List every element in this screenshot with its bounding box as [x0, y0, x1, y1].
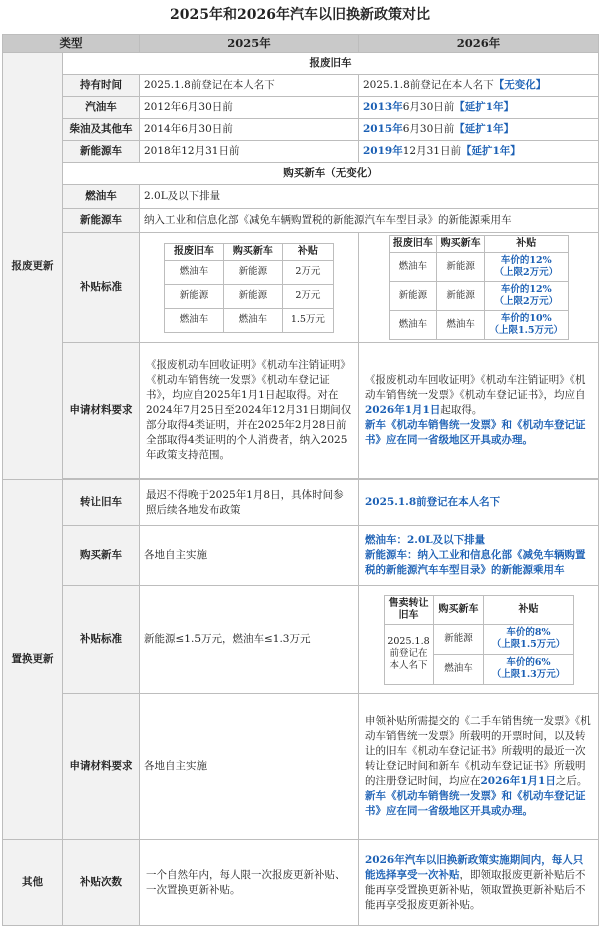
sub-cell: 燃油车	[165, 260, 224, 284]
count-2026-text: ，即领取报废更新补贴后不能再享受置换更新补贴，领取置换更新补贴后不能再享受报废更新补贴。	[365, 868, 586, 911]
transfer-2025: 最迟不得晚于2025年1月8日，具体时间参照后续各地发布政策	[140, 480, 359, 526]
scrap-materials-2025: 《报废机动车回收证明》《机动车注销证明》《机动车销售统一发票》《机动车登记证书》，均应自2025年1月1日起取得。对在2024年7月25日至2024年12月31日期间仅部分取得4类证明，并在2025年2月28日前全部取得4类证明的个人消费者，纳入2025年政策支持范围。	[140, 343, 359, 479]
sub-cell: 燃油车	[433, 654, 484, 684]
sub-header: 补贴	[484, 595, 573, 624]
materials-text-end: 起取得。	[440, 404, 483, 416]
row-label-count: 补贴次数	[63, 840, 140, 926]
transfer-2026: 2025.1.8前登记在本人名下	[359, 480, 599, 526]
diesel-2026-year: 2015年	[363, 123, 403, 135]
sub-cell: 新能源	[223, 284, 282, 308]
row-label-transfer: 转让旧车	[63, 480, 140, 526]
amount-cap: （上限2万元）	[494, 296, 559, 307]
sub-header: 报废旧车	[389, 236, 437, 253]
sub-cell: 新能源	[223, 260, 282, 284]
hold-2026-text: 2025.1.8前登记在本人名下	[363, 79, 494, 91]
sub-header: 购买新车	[437, 236, 485, 253]
amount-rate: 车价的12%	[500, 255, 552, 266]
buy-ev: 新能源车：纳入工业和信息化部《减免车辆购置税的新能源汽车车型目录》的新能源乘用车	[365, 549, 586, 576]
replace-buy-2025: 各地自主实施	[140, 526, 359, 586]
diesel-2026-text: 6月30日前	[402, 123, 455, 135]
sub-cell: 新能源	[433, 624, 484, 654]
materials-text-end: 之后。	[555, 775, 588, 787]
hold-2026	[359, 75, 599, 97]
header-2026: 2026年	[359, 35, 599, 53]
amount-cap: （上限1.5万元）	[491, 639, 566, 650]
materials-text: 申领补贴所需提交的《二手车销售统一发票》《机动车销售统一发票》所载明的开票时间，以及转让的旧车《机动车登记证书》所载明的最近一次转让登记时间和新车《机动车登记证书》所载明的注册登记时间，均应在	[365, 715, 591, 787]
diesel-2026	[359, 119, 599, 141]
ev-2025: 2018年12月31日前	[140, 141, 359, 163]
header-type: 类型	[3, 35, 140, 53]
replace-subsidy-2026	[359, 586, 599, 694]
amount-rate: 车价的10%	[500, 313, 552, 324]
sub-header: 补贴	[282, 243, 333, 260]
row-label-diesel: 柴油及其他车	[63, 119, 140, 141]
sub-cell-amount	[485, 253, 568, 282]
hold-2025: 2025.1.8前登记在本人名下	[140, 75, 359, 97]
row-label-replace-materials: 申请材料要求	[63, 694, 140, 840]
sub-cell-amount	[485, 282, 568, 311]
newenergy-value: 纳入工业和信息化部《减免车辆购置税的新能源汽车车型目录》的新能源乘用车	[140, 209, 599, 233]
scrap-subsidy-2026	[359, 233, 599, 343]
replace-subsidy-table	[384, 595, 574, 685]
amount-cap: （上限1.3万元）	[491, 669, 566, 680]
replace-materials-2025: 各地自主实施	[140, 694, 359, 840]
header-2025: 2025年	[140, 35, 359, 53]
row-label-replace-subsidy: 补贴标准	[63, 586, 140, 694]
replace-materials-2026	[359, 694, 599, 840]
sub-cell: 燃油车	[389, 253, 437, 282]
row-label-newenergy: 新能源车	[63, 209, 140, 233]
count-2026-highlight: 2026年汽车以旧换新政策实施期间内，每人只能选择享受一次补贴	[365, 853, 584, 881]
hold-2026-note: 【无变化】	[493, 79, 547, 91]
row-label-scrap-materials: 申请材料要求	[63, 343, 140, 479]
sub-header: 报废旧车	[165, 243, 224, 260]
amount-rate: 车价的12%	[500, 284, 552, 295]
header-row	[3, 35, 599, 53]
sub-cell: 新能源	[165, 284, 224, 308]
policy-table	[2, 34, 599, 926]
sub-condition: 2025.1.8前登记在本人名下	[384, 624, 433, 684]
count-2026	[359, 840, 599, 926]
category-other: 其他	[3, 840, 63, 926]
scrap-materials-2026	[359, 343, 599, 479]
gasoline-2026	[359, 97, 599, 119]
category-scrap: 报废更新	[3, 53, 63, 480]
ev-2026	[359, 141, 599, 163]
sub-cell: 1.5万元	[282, 308, 333, 332]
sub-cell: 燃油车	[437, 311, 485, 340]
row-label-scrap-subsidy: 补贴标准	[63, 233, 140, 343]
materials-note: 新车《机动车销售统一发票》和《机动车登记证书》应在同一省级地区开具或办理。	[365, 419, 586, 446]
replace-buy-2026	[359, 526, 599, 586]
replace-subsidy-2025: 新能源≤1.5万元，燃油车≤1.3万元	[140, 586, 359, 694]
section-scrap-new: 购买新车（无变化）	[63, 163, 599, 185]
row-label-ev: 新能源车	[63, 141, 140, 163]
sub-cell-amount	[484, 624, 573, 654]
buy-fuel: 燃油车：2.0L及以下排量	[365, 534, 486, 546]
amount-rate: 车价的6%	[506, 657, 551, 668]
sub-cell-amount	[484, 654, 573, 684]
section-scrap-old: 报废旧车	[63, 53, 599, 75]
count-2025: 一个自然年内，每人限一次报废更新补贴、一次置换更新补贴。	[140, 840, 359, 926]
sub-cell: 2万元	[282, 284, 333, 308]
scrap-subsidy-2025	[140, 233, 359, 343]
materials-date: 2026年1月1日	[365, 404, 441, 416]
sub-header: 售卖转让旧车	[384, 595, 433, 624]
page-title: 2025年和2026年汽车以旧换新政策对比	[170, 7, 430, 23]
sub-cell: 燃油车	[165, 308, 224, 332]
sub-cell: 新能源	[437, 282, 485, 311]
row-label-gasoline: 汽油车	[63, 97, 140, 119]
row-label-replace-buy: 购买新车	[63, 526, 140, 586]
sub-header: 购买新车	[223, 243, 282, 260]
gasoline-2026-year: 2013年	[363, 101, 403, 113]
fuel-value: 2.0L及以下排量	[140, 185, 599, 209]
category-replace: 置换更新	[3, 480, 63, 840]
sub-cell: 新能源	[389, 282, 437, 311]
amount-rate: 车价的8%	[506, 627, 551, 638]
gasoline-2026-text: 6月30日前	[402, 101, 455, 113]
scrap-subsidy-table-2026	[389, 235, 569, 340]
scrap-subsidy-table-2025	[164, 243, 334, 333]
ev-2026-text: 12月31日前	[402, 145, 461, 157]
ev-2026-note: 【延扩1年】	[460, 145, 521, 157]
gasoline-2026-note: 【延扩1年】	[454, 101, 515, 113]
amount-cap: （上限2万元）	[494, 267, 559, 278]
gasoline-2025: 2012年6月30日前	[140, 97, 359, 119]
amount-cap: （上限1.5万元）	[489, 325, 564, 336]
row-label-fuel: 燃油车	[63, 185, 140, 209]
sub-cell: 燃油车	[223, 308, 282, 332]
sub-cell: 燃油车	[389, 311, 437, 340]
materials-date: 2026年1月1日	[480, 775, 556, 787]
sub-cell: 2万元	[282, 260, 333, 284]
materials-text: 《报废机动车回收证明》《机动车注销证明》《机动车销售统一发票》《机动车登记证书》，均应自	[365, 374, 586, 401]
diesel-2025: 2014年6月30日前	[140, 119, 359, 141]
diesel-2026-note: 【延扩1年】	[454, 123, 515, 135]
sub-cell: 新能源	[437, 253, 485, 282]
row-label-hold: 持有时间	[63, 75, 140, 97]
sub-cell-amount	[485, 311, 568, 340]
sub-header: 购买新车	[433, 595, 484, 624]
ev-2026-year: 2019年	[363, 145, 403, 157]
sub-header: 补贴	[485, 236, 568, 253]
materials-note: 新车《机动车销售统一发票》和《机动车登记证书》应在同一省级地区开具或办理。	[365, 790, 586, 817]
